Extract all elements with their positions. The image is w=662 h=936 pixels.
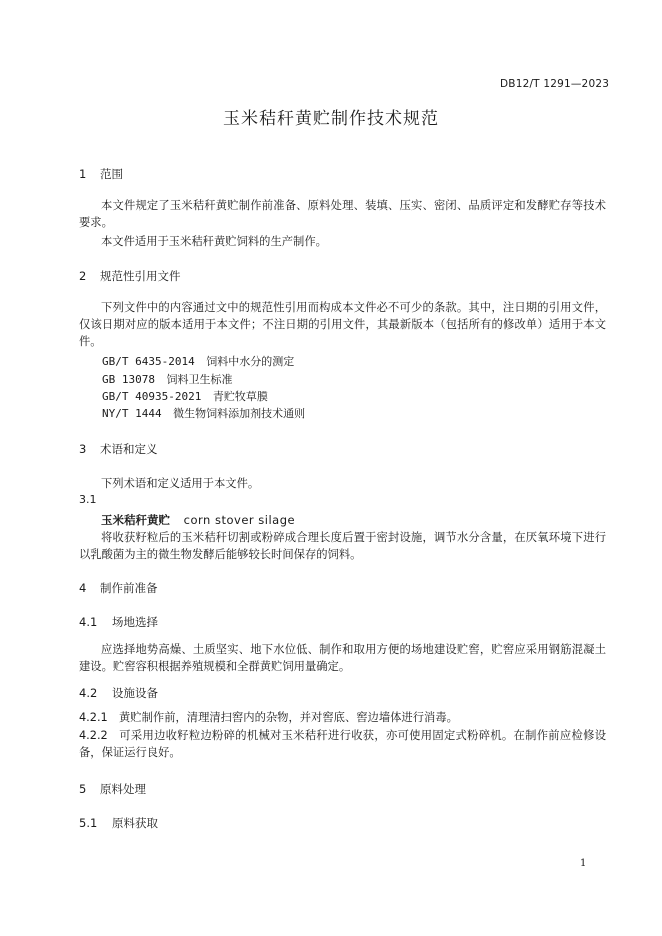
section-title: 规范性引用文件 [100,269,181,283]
reference-item [102,388,268,404]
subsection-title: 场地选择 [112,615,158,629]
reference-item [102,353,294,369]
subsection-4-1-paragraph: 应选择地势高燥、土质坚实、地下水位低、制作和取用方便的场地建设贮窖，贮窖应采用钢筋混凝土建设。贮窖容积根据养殖规模和全群黄贮饲用量确定。 [79,643,606,673]
section-number: 5 [79,782,87,796]
section-number: 1 [79,167,87,181]
section-title: 原料处理 [100,782,146,796]
section-3-paragraph-1: 下列术语和定义适用于本文件。 [101,477,260,490]
reference-title: 微生物饲料添加剂技术通则 [173,407,306,420]
page-number: 1 [580,858,587,869]
reference-item [102,405,305,421]
section-title: 范围 [100,167,123,181]
reference-code: GB/T 6435-2014 [102,355,195,368]
clause-4-2-1 [79,709,606,726]
section-number: 2 [79,269,87,283]
subsection-title: 设施设备 [112,686,158,700]
section-number: 3 [79,442,87,456]
section-4-heading [79,580,158,596]
term-english: corn stover silage [183,513,296,527]
subsection-4-1-heading [79,614,158,630]
section-title: 术语和定义 [100,442,158,456]
subsection-number: 5.1 [79,816,98,830]
section-5-heading [79,781,146,797]
term-entry [101,512,295,528]
section-2-heading [79,268,181,284]
reference-code: GB/T 40935-2021 [102,390,202,403]
clause-number: 4.2.1 [79,711,108,724]
term-number: 3.1 [79,493,97,506]
section-3-heading [79,441,158,457]
reference-title: 饲料卫生标准 [166,373,233,386]
reference-item [102,371,232,387]
clause-text: 黄贮制作前，清理清扫窖内的杂物，并对窖底、窖边墙体进行消毒。 [119,711,458,724]
section-1-paragraph-2: 本文件适用于玉米秸秆黄贮饲料的生产制作。 [101,235,327,248]
reference-code: GB 13078 [102,373,155,386]
subsection-number: 4.1 [79,615,98,629]
document-title: 玉米秸秆黄贮制作技术规范 [223,109,439,129]
section-title: 制作前准备 [100,581,158,595]
clause-text: 可采用边收籽粒边粉碎的机械对玉米秸秆进行收获，亦可使用固定式粉碎机。在制作前应检修设备，保证运行良好。 [79,729,606,759]
subsection-number: 4.2 [79,686,98,700]
term-definition: 将收获籽粒后的玉米秸秆切割或粉碎成合理长度后置于密封设施，调节水分含量，在厌氧环境下进行以乳酸菌为主的微生物发酵后能够较长时间保存的饲料。 [79,531,606,561]
section-2-paragraph-1: 下列文件中的内容通过文中的规范性引用而构成本文件必不可少的条款。其中，注日期的引用文件，仅该日期对应的版本适用于本文件；不注日期的引用文件，其最新版本（包括所有的修改单）适用于本文件。 [79,301,606,348]
clause-4-2-2 [79,727,606,761]
term-chinese: 玉米秸秆黄贮 [101,513,170,527]
subsection-5-1-heading [79,815,158,831]
reference-title: 饲料中水分的测定 [206,355,295,368]
section-1-heading [79,166,123,182]
document-number: DB12/T 1291—2023 [500,78,610,90]
section-1-paragraph-1: 本文件规定了玉米秸秆黄贮制作前准备、原料处理、装填、压实、密闭、品质评定和发酵贮存等技术要求。 [79,199,606,229]
reference-title: 青贮牧草膜 [212,390,268,403]
reference-code: NY/T 1444 [102,407,162,420]
clause-number: 4.2.2 [79,729,108,742]
section-number: 4 [79,581,87,595]
subsection-4-2-heading [79,685,158,701]
subsection-title: 原料获取 [112,816,158,830]
